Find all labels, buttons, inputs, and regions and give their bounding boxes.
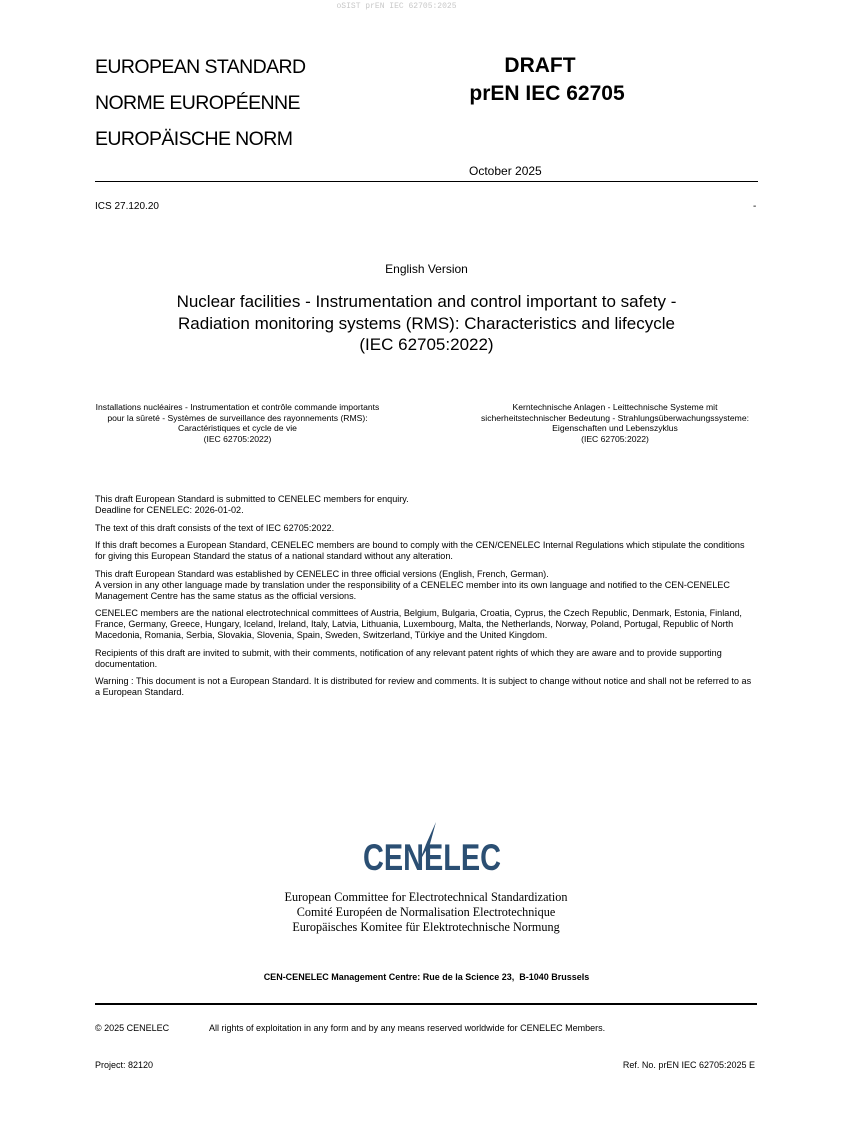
- rights-statement: All rights of exploitation in any form and by any means reserved worldwide for CENELEC Members.: [209, 1023, 606, 1033]
- committee-names: [196, 890, 656, 935]
- management-centre: CEN-CENELEC Management Centre: Rue de la Science 23, B-1040 Brussels: [263, 972, 590, 982]
- german-title-ref: (IEC 62705:2022): [581, 433, 649, 444]
- draft-label: DRAFT: [504, 54, 576, 77]
- footer-divider: [95, 1003, 757, 1005]
- reference-number: Ref. No. prEN IEC 62705:2025 E: [622, 1060, 755, 1070]
- notice-paragraph: CENELEC members are the national electrotechnical committees of Austria, Belgium, Bulgaria, Croatia, Cyprus, the Czech Republic, Denmark, Estonia, Finland, France, Germany, Greece, Hungary, Iceland, Ireland, Italy, Latvia, Lithuania, Luxembourg, Malta, the Netherlands, Norway, Poland, Portugal, Republic of North Macedonia, Romania, Serbia, Slovakia, Slovenia, Spain, Sweden, Switzerland, Türkiye and the United Kingdom.: [95, 608, 742, 640]
- publication-date: October 2025: [469, 164, 542, 178]
- watermark-text: oSIST prEN IEC 62705:2025: [336, 2, 457, 11]
- document-title-block: [150, 291, 703, 356]
- draft-block: [440, 52, 640, 108]
- ics-code: ICS 27.120.20: [95, 201, 159, 212]
- french-title: Installations nucléaires - Instrumentation et contrôle commande importants pour la sûreté - Systèmes de surveillance des rayonnements (RMS): Caractéristiques et cycle de vie: [95, 402, 380, 434]
- french-title-ref: (IEC 62705:2022): [203, 433, 272, 444]
- document-title: Nuclear facilities - Instrumentation and control important to safety - Radiation monitoring systems (RMS): Characteristics and lifecycle: [176, 292, 677, 333]
- german-title-block: [472, 402, 758, 444]
- notice-paragraph: Warning : This document is not a European Standard. It is distributed for review and comments. It is subject to change without notice and shall not be referred to as a European Standard.: [95, 676, 752, 698]
- document-id: prEN IEC 62705: [469, 82, 625, 105]
- notice-paragraph: Recipients of this draft are invited to submit, with their comments, notification of any relevant patent rights of which they are aware and to provide supporting documentation.: [95, 647, 722, 669]
- notices: [95, 494, 757, 705]
- document-title-ref: (IEC 62705:2022): [359, 335, 494, 354]
- german-title: Kerntechnische Anlagen - Leittechnische Systeme mit sicherheitstechnischer Bedeutung - Strahlungsüberwachungssysteme: Eigenschaften und Lebenszyklus: [481, 402, 749, 434]
- standard-name-fr: NORME EUROPÉENNE: [95, 92, 300, 114]
- notice-paragraph: This draft European Standard is submitted to CENELEC members for enquiry. Deadline for CENELEC: 2026-01-02.: [95, 494, 409, 515]
- cenelec-logo-text: CENELEC: [363, 837, 501, 878]
- standard-name-en: EUROPEAN STANDARD: [95, 56, 306, 78]
- committee-name-fr: Comité Européen de Normalisation Electrotechnique: [296, 905, 556, 919]
- supersedes-field: -: [753, 201, 757, 212]
- french-title-block: [95, 402, 380, 444]
- header-divider: [95, 181, 758, 182]
- committee-name-en: European Committee for Electrotechnical Standardization: [284, 890, 568, 904]
- project-number: Project: 82120: [95, 1060, 154, 1070]
- notice-paragraph: This draft European Standard was established by CENELEC in three official versions (English, French, German). A version in any other language made by translation under the responsibility of a CENELEC member into its own language and notified to the CEN-CENELEC Management Centre has the same status as the official versions.: [95, 568, 730, 601]
- copyright: © 2025 CENELEC: [95, 1023, 170, 1033]
- notice-paragraph: The text of this draft consists of the text of IEC 62705:2022.: [95, 522, 335, 533]
- standard-name-de: EUROPÄISCHE NORM: [95, 128, 293, 150]
- standard-names: [95, 54, 305, 162]
- cenelec-logo: [361, 822, 511, 878]
- version-label: English Version: [385, 262, 468, 276]
- notice-paragraph: If this draft becomes a European Standard, CENELEC members are bound to comply with the CEN/CENELEC Internal Regulations which stipulate the conditions for giving this European Standard the status of a national standard without any alteration.: [95, 540, 745, 562]
- committee-name-de: Europäisches Komitee für Elektrotechnische Normung: [292, 920, 560, 934]
